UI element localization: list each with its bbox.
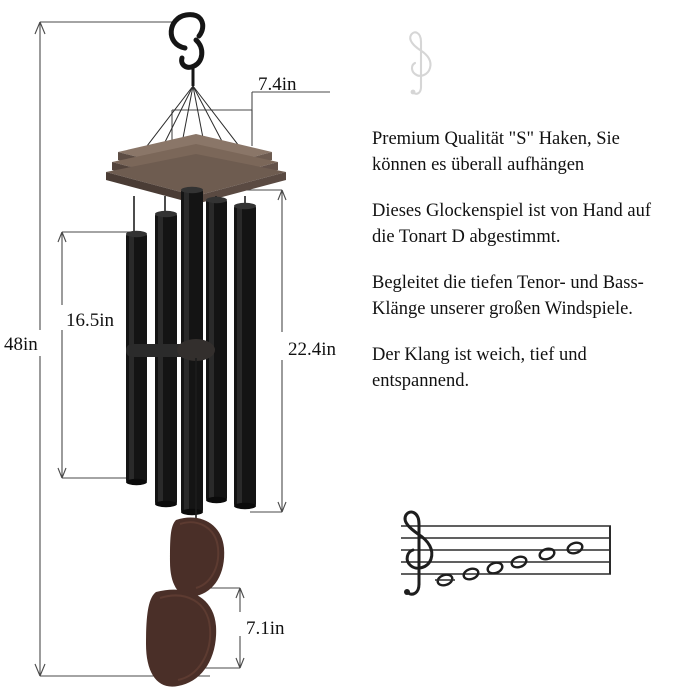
staff-notes: [436, 541, 583, 587]
feature-paragraph-1: Premium Qualität "S" Haken, Sie können es überall aufhängen: [372, 129, 620, 175]
note-6: [566, 541, 583, 555]
dimension-label-short-tube-length: 16.5in: [66, 310, 115, 331]
feature-text-column: [372, 126, 677, 394]
wind-catcher-upper: [170, 518, 224, 597]
treble-clef-icon: [405, 512, 432, 594]
s-hook: [171, 15, 203, 68]
dimension-label-long-tube-length: 22.4in: [288, 339, 337, 360]
treble-clef-ornament-icon: [398, 24, 444, 96]
note-5: [538, 547, 555, 561]
feature-paragraph-3: Begleitet die tiefen Tenor- und Bass-Klänge unserer großen Windspiele.: [372, 273, 644, 319]
music-staff-figure: [385, 500, 625, 610]
feature-paragraph-2: Dieses Glockenspiel ist von Hand auf die Tonart D abgestimmt.: [372, 201, 651, 247]
note-3: [486, 561, 503, 575]
dimension-label-wind-catcher-length: 7.1in: [246, 618, 285, 639]
dimension-label-top-width: 7.4in: [258, 74, 297, 95]
feature-paragraph-4: Der Klang ist weich, tief und entspannend.: [372, 345, 587, 391]
dimension-label-total-height: 48in: [4, 334, 38, 355]
wind-catcher-lower: [146, 590, 216, 687]
